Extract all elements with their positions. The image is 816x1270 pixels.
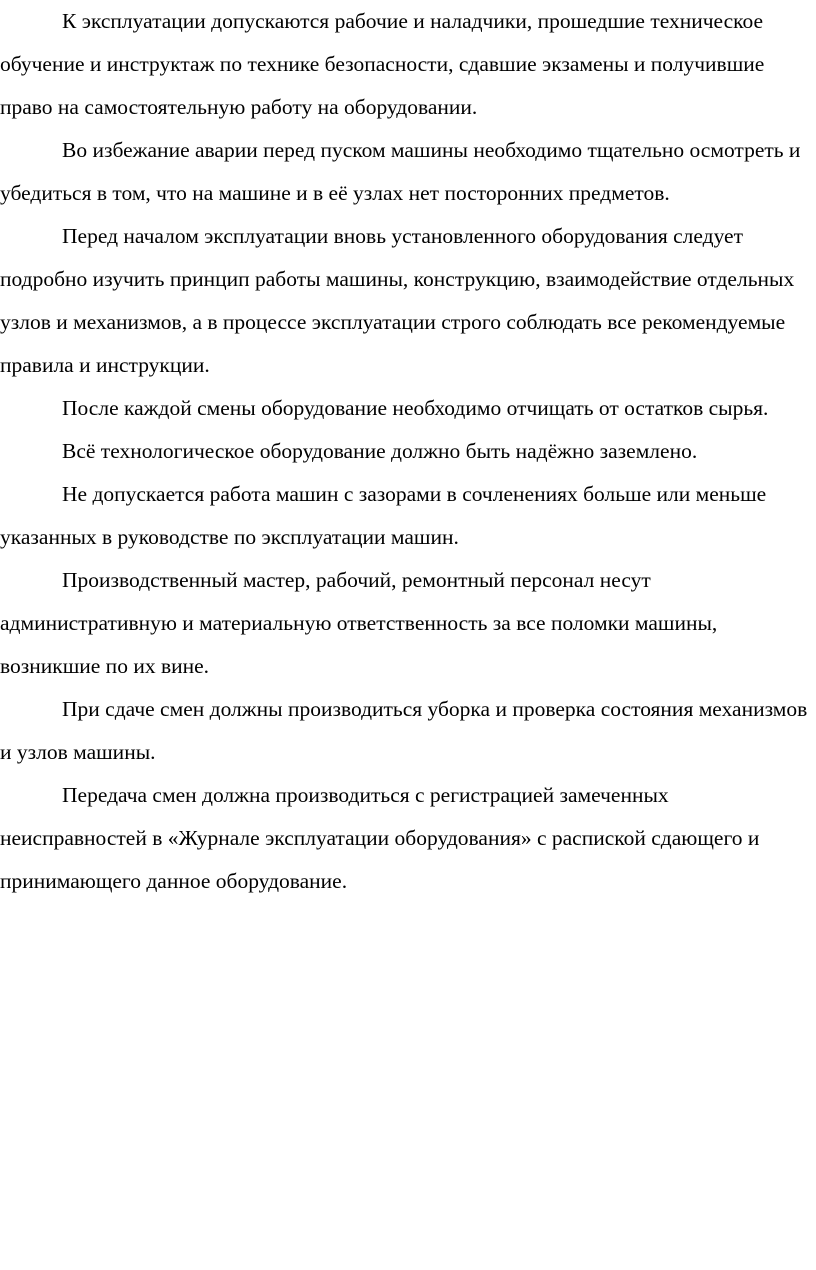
paragraph-pre-start-inspection: Во избежание аварии перед пуском машины необходимо тщательно осмотреть и убедиться в том, что на машине и в её узлах нет посторонних предметов. [0,138,801,205]
paragraph-grounding: Всё технологическое оборудование должно быть надёжно заземлено. [62,439,698,463]
paragraph-shift-handover-cleaning: При сдаче смен должны производиться уборка и проверка состояния механизмов и узлов машины. [0,697,808,764]
paragraph-cleaning-after-shift: После каждой смены оборудование необходимо отчищать от остатков сырья. [62,396,769,420]
paragraph-shift-handover-log: Передача смен должна производиться с регистрацией замеченных неисправностей в «Журнале эксплуатации оборудования» с распиской сдающего и принимающего данное оборудование. [0,783,760,893]
paragraph-responsibility: Производственный мастер, рабочий, ремонтный персонал несут административную и материальную ответственность за все поломки машины, возникшие по их вине. [0,568,718,678]
paragraph-study-before-operation: Перед началом эксплуатации вновь установленного оборудования следует подробно изучить принцип работы машины, конструкцию, взаимодействие отдельных узлов и механизмов, а в процессе эксплуатации строго соблюдать все рекомендуемые правила и инструкции. [0,224,795,377]
paragraph-operators-admission: К эксплуатации допускаются рабочие и наладчики, прошедшие техническое обучение и инструктаж по технике безопасности, сдавшие экзамены и получившие право на самостоятельную работу на оборудовании. [0,9,765,119]
paragraph-joint-clearances: Не допускается работа машин с зазорами в сочленениях больше или меньше указанных в руководстве по эксплуатации машин. [0,482,767,549]
